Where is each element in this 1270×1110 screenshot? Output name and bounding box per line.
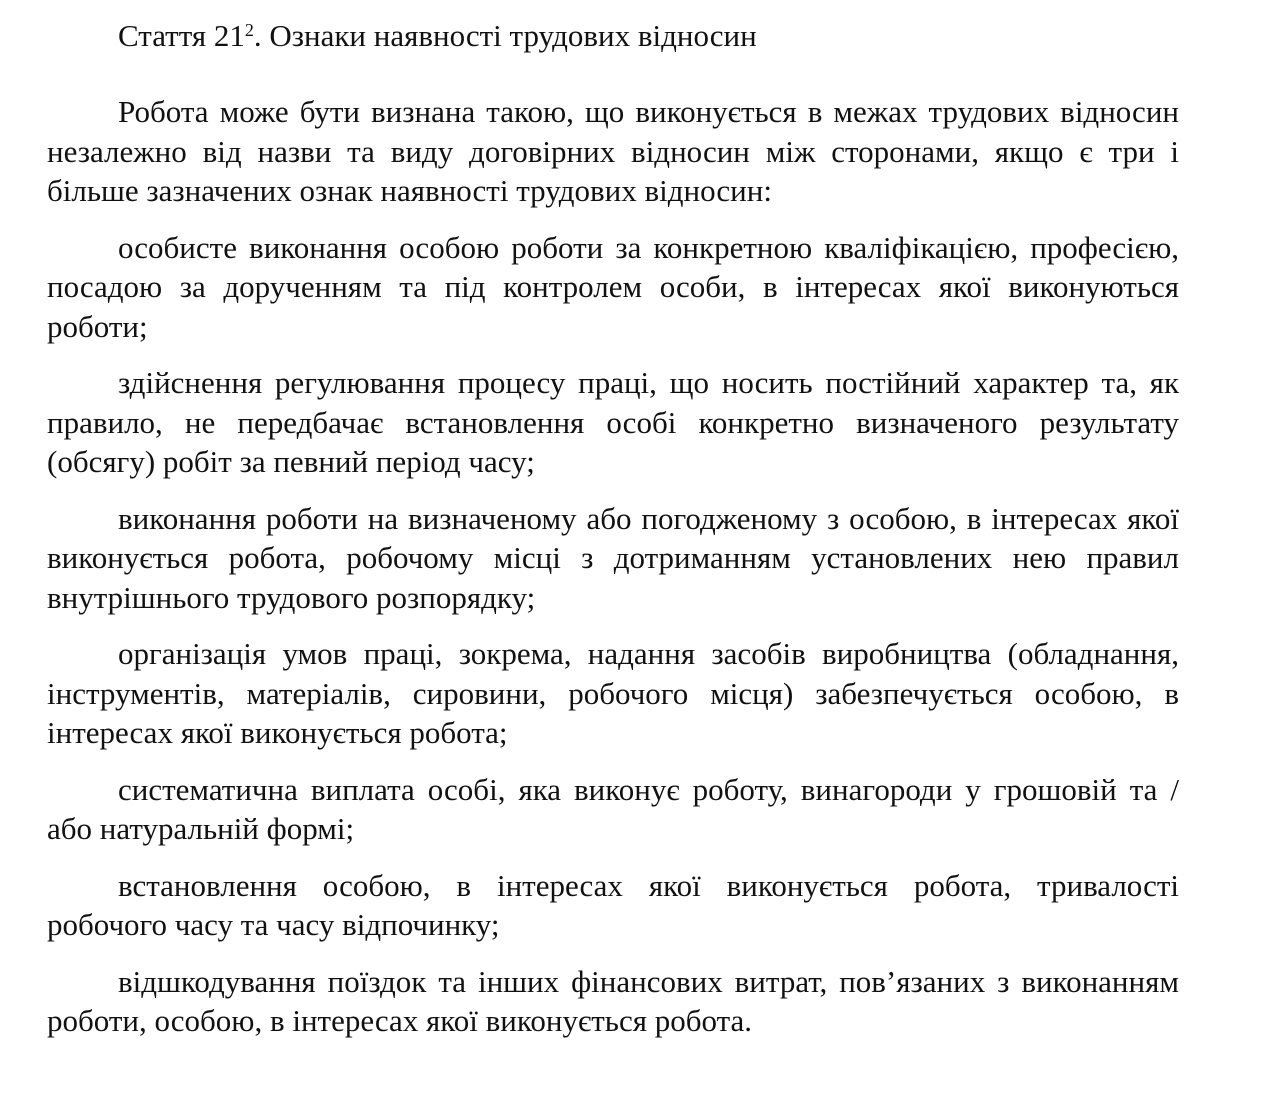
document-page [47,0,1179,1041]
intro-paragraph: Робота може бути визнана такою, що виконується в межах трудових відносин незалежно від назви та виду договірних відносин між сторонами, якщо є три і більше зазначених ознак наявності трудових відносин: [47,94,1179,208]
criterion-item-7: відшкодування поїздок та інших фінансових витрат, пов’язаних з виконанням роботи, особою, в інтересах якої виконується робота. [47,963,1179,1038]
criterion-item-3: виконання роботи на визначеному або погодженому з особою, в інтересах якої виконується робота, робочому місці з дотриманням установлених нею правил внутрішнього трудового розпорядку; [47,500,1179,615]
criterion-item-4: організація умов праці, зокрема, надання засобів виробництва (обладнання, інструментів, матеріалів, сировини, робочого місця) забезпечується особою, в інтересах якої виконується робота; [47,636,1179,750]
criterion-item-5: систематична виплата особі, яка виконує роботу, винагороди у грошовій та / або натуральній формі; [47,771,1179,846]
criterion-item-1: особисте виконання особою роботи за конкретною кваліфікацією, професією, посадою за дорученням та під контролем особи, в інтересах якої виконуються роботи; [47,229,1179,344]
criterion-item-2: здійснення регулювання процесу праці, що носить постійний характер та, як правило, не передбачає встановлення особі конкретно визначеного результату (обсягу) робіт за певний період часу; [47,365,1179,479]
article-title-text: . Ознаки наявності трудових відносин [253,18,757,53]
article-title [47,0,1179,60]
article-title-prefix: Стаття 21 [118,18,245,53]
article-number-superscript: 2 [244,20,254,40]
criterion-item-6: встановлення особою, в інтересах якої виконується робота, тривалості робочого часу та часу відпочинку; [47,867,1179,942]
